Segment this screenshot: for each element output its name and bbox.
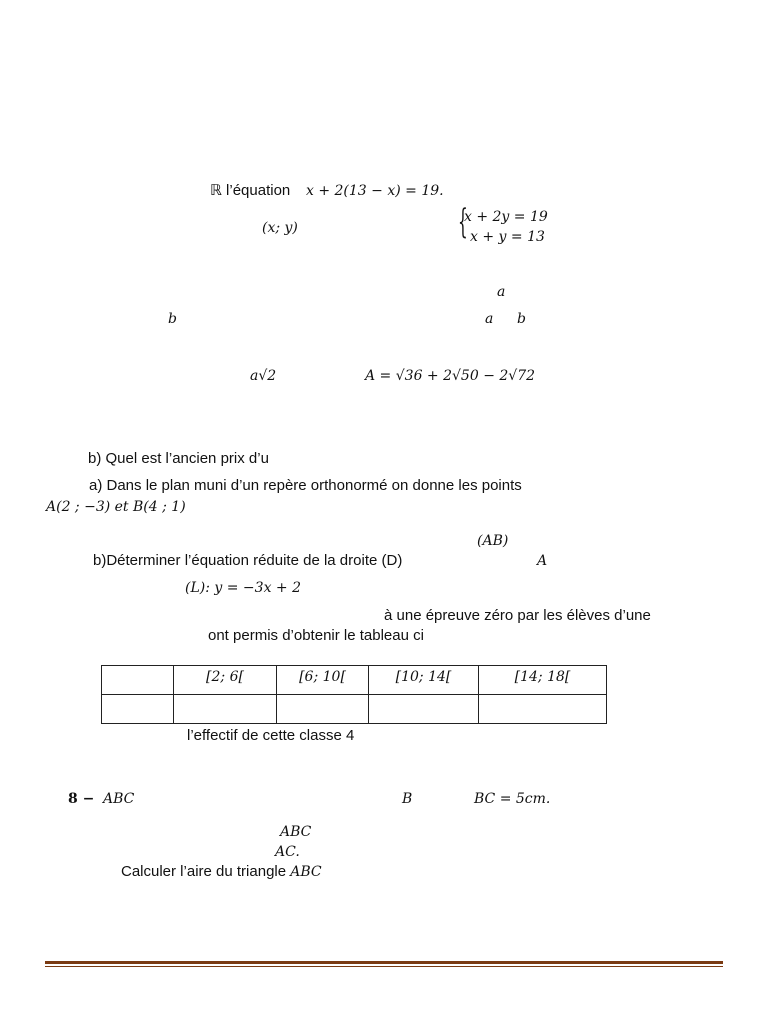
exercise-8-bc: BC = 5cm.	[474, 791, 551, 807]
question-aire: Calculer l’aire du triangle ABC	[121, 863, 322, 880]
points-a-b: A(2 ; −3) et B(4 ; 1)	[46, 499, 186, 515]
table-row	[102, 666, 607, 695]
table-cell	[277, 695, 369, 724]
table-cell: [2; 6[	[174, 666, 277, 695]
table-cell	[102, 666, 174, 695]
table-cell	[369, 695, 479, 724]
pair-xy: (x; y)	[262, 220, 298, 236]
question-ancien-prix: b) Quel est l’ancien prix d’u	[88, 450, 269, 467]
footer-rule-thin	[45, 966, 723, 967]
system-eq2: x + y = 13	[470, 229, 545, 245]
table-cell: [10; 14[	[369, 666, 479, 695]
tableau-text: ont permis d’obtenir le tableau ci	[208, 627, 424, 644]
question-droite-d: b)Déterminer l’équation réduite de la droite (D)	[93, 552, 403, 569]
table-cell	[479, 695, 607, 724]
form-a-root2: a√2	[250, 368, 277, 384]
line-ab: (AB)	[477, 533, 509, 549]
point-a-label: A	[537, 553, 548, 569]
aire-abc: ABC	[290, 864, 322, 880]
system-brace: {	[458, 202, 468, 242]
triangle-abc: ABC	[280, 824, 312, 840]
table-cell: [6; 10[	[277, 666, 369, 695]
segment-ac: AC.	[275, 844, 300, 860]
frequency-table	[101, 665, 607, 724]
var-b-right: b	[517, 311, 526, 327]
epreuve-text: à une épreuve zéro par les élèves d’une	[384, 607, 651, 624]
question-plan-repere: a) Dans le plan muni d’un repère orthonormé on donne les points	[89, 477, 522, 494]
exercise-8-b: B	[402, 791, 413, 807]
var-b-left: b	[168, 311, 177, 327]
table-row	[102, 695, 607, 724]
line-l-equation: (L): y = −3x + 2	[185, 580, 301, 596]
var-a: a	[497, 284, 506, 300]
equation-text: x + 2(13 − x) = 19.	[306, 183, 444, 199]
footer-rule-thick	[45, 961, 723, 964]
table-cell	[102, 695, 174, 724]
system-eq1: x + 2y = 19	[464, 209, 548, 225]
table-cell: [14; 18[	[479, 666, 607, 695]
effectif-text: l’effectif de cette classe 4	[187, 727, 355, 744]
equation-intro: ℝ l’équation	[210, 182, 291, 199]
table-cell	[174, 695, 277, 724]
exercise-8-abc: ABC	[103, 791, 135, 807]
expression-a: A = √36 + 2√50 − 2√72	[365, 368, 536, 384]
exercise-8-number: 8 −	[68, 791, 95, 807]
var-a-right: a	[485, 311, 494, 327]
